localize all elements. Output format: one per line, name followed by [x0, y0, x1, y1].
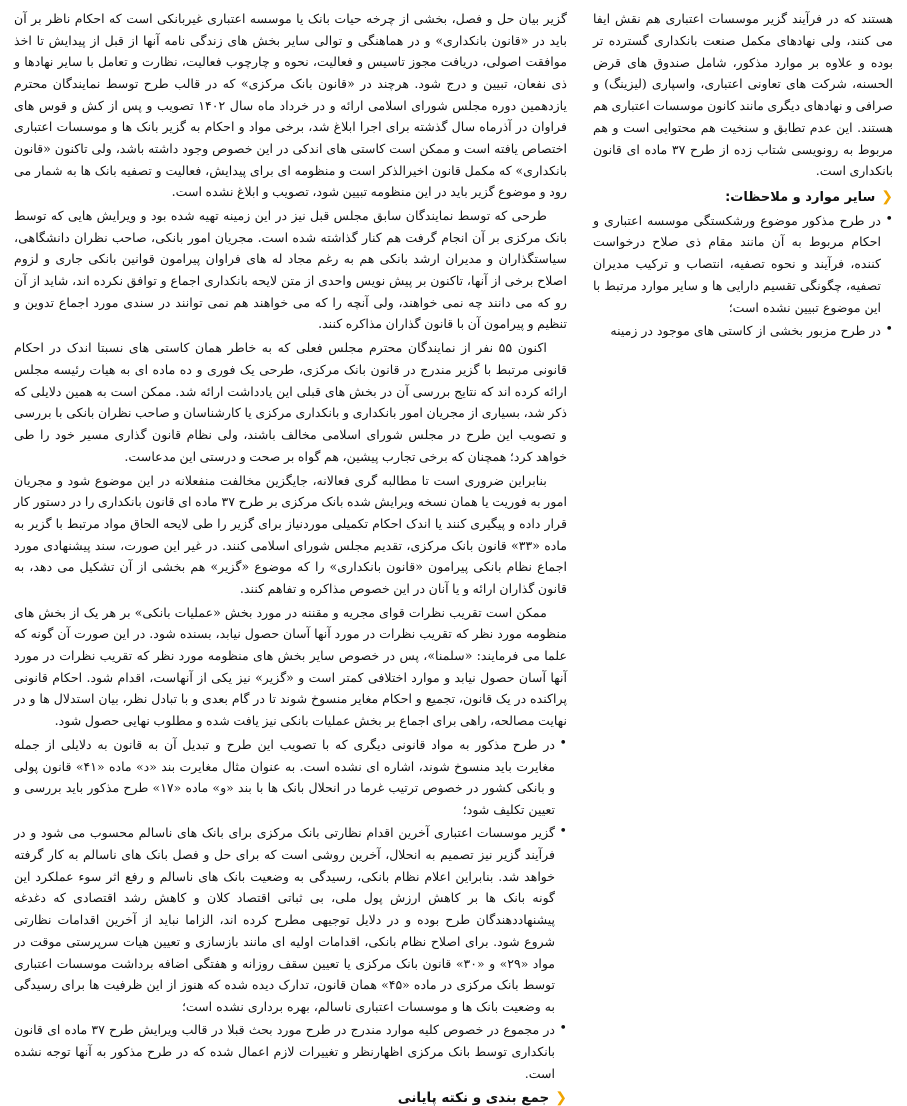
section-heading-other-matters: [593, 188, 893, 208]
left-column: [14, 8, 567, 1106]
bullet-list-additional: [14, 734, 567, 1085]
closing-heading-label: جمع بندی و نکته پایانی: [397, 1090, 550, 1106]
two-column-layout: [14, 8, 893, 1106]
arrow-left-icon: ❮: [555, 1090, 567, 1106]
paragraph: طرحی که توسط نمایندگان سابق مجلس قبل نیز در این زمینه تهیه شده بود و ویرایش هایی که توسط بانک مرکزی بر آن انجام گرفت هم کنار گذاشته شده است. مجریان امور بانکی، صاحب نظران دانشگاهی، سیاستگذاران و مدیران ارشد بانکی هم به رغم مجاد له های فراوان پیرامون قوانین بانکی جاری و لزوم اصلاح برخی از آنها، تاکنون بر پیش نویس واحدی از متن لایحه بانکداری اجماع و توافق نکرده اند، شاید از آن رو که می دانند چه نمی خواهند، ولی آنچه را که می خواهند هم نمی توانند در سندی مورد اجماع تدوین و تنظیم و پیرامون آن با قانون گذاران مذاکره کنند.: [14, 208, 567, 332]
bullet-list-other-matters: [593, 210, 893, 342]
list-item: • در طرح مذکور موضوع ورشکستگی موسسه اعتباری و احکام مربوط به آن مانند مقام ذی صلاح درخواست کننده، فرآیند و نحوه تصفیه، انتصاب و ترکیب مدیران تصفیه، چگونگی تقسیم دارایی ها و سایر موارد مرتبط با این موضوع تبیین نشده است؛: [593, 210, 893, 319]
right-column: [593, 8, 893, 1085]
paragraph: ممکن است تقریب نظرات قوای مجریه و مقننه در مورد بخش «عملیات بانکی» بر هر یک از بخش های منظومه مورد نظر که تقریب نظرات در مورد آنها آسان حصول نیابد، بسنده شود. در این صورت آن گونه که علما می فرمایند: «سلمنا»، پس در خصوص سایر بخش های منظومه مورد نظر که تقریب نظرات در مورد آنها آسان حصول نیابد و موارد اختلافی کمتر است و «گزیر» نیز یکی از آنهاست، اقدام شود. احکام قانونی پراکنده در یک قانون، تجمیع و احکام مغایر منسوخ شوند تا در گام بعدی و با تبادل نظر، بیان استدلال ها و در نهایت مصالحه، راهی برای اجماع بر بخش عملیات بانکی نیز یافت شده و مطلوب نهایی حصول شود.: [14, 604, 567, 729]
paragraph: هستند که در فرآیند گزیر موسسات اعتباری هم نقش ایفا می کنند، ولی نهادهای مکمل صنعت بانکداری گسترده تر بوده و علاوه بر موارد مذکور، شامل صندوق های قرض الحسنه، شرکت های تعاونی اعتباری، واسپاری (لیزینگ) و صرافی و نهادهای دیگری مانند کانون موسسات اعتباری هم هستند. این عدم تطابق و سنخیت هم محتوایی است و هم مربوط به رونویسی شتاب زده از طرح ۳۷ ماده ای قانون بانکداری است.: [593, 11, 893, 179]
paragraph: گزیر بیان حل و فصل، بخشی از چرخه حیات بانک یا موسسه اعتباری غیربانکی است که احکام ناظر بر آن باید در «قانون بانکداری» و در هماهنگی و توالی سایر بخش های زندگی نامه آنها از قبل از پیدایش تا اخذ موافقت اصولی، دریافت مجوز تاسیس و فعالیت، نحوه و چارچوب فعالیت، نظارت و تعامل با سایر نهادها و ذی نفعان، تبیین و درج شود. هرچند در «قانون بانک مرکزی» که در قالب طرح توسط نمایندگان محترم یازدهمین دوره مجلس شورای اسلامی ارائه و در خرداد ماه سال ۱۴۰۲ تصویب و پس از کش و قوس های فراوان در آذرماه سال گذشته برای اجرا ابلاغ شد، برخی مواد و احکام به گزیر بانک ها و موسسات اعتباری اختصاص یافته است و ممکن است کاستی های اندکی در این خصوص وجود داشته باشد، ولی تاکنون «قانون بانکداری» که مکمل قانون اخیرالذکر است و منظومه ای برای پیدایش، فعالیت و تصفیه بانک ها به شمار می رود و موضوع گزیر باید در این منظومه تبیین شود، تصویب و ابلاغ نشده است.: [14, 11, 567, 200]
section-heading-label: سایر موارد و ملاحظات:: [725, 190, 876, 205]
list-item: • در طرح مذکور به مواد قانونی دیگری که با تصویب این طرح و تبدیل آن به قانون به دلایلی از جمله مغایرت باید منسوخ شوند، اشاره ای نشده است. به عنوان مثال مغایرت بند «د» ماده «۴۱» قانون پولی و بانکی کشور در خصوص ترتیب غرما در انحلال بانک ها با بند «و» ماده «۱۷» طرح مذکور باید بررسی و تعیین تکلیف شود؛: [14, 734, 567, 821]
list-item: • در طرح مزبور بخشی از کاستی های موجود در زمینه: [593, 320, 893, 342]
paragraph: بنابراین ضروری است تا مطالبه گری فعالانه، جایگزین مخالفت منفعلانه در این موضوع شود و مجریان امور به فوریت یا همان نسخه ویرایش شده بانک مرکزی بر طرح ۳۷ ماده ای قانون بانکداری را در دستور کار قرار داده و پیگیری کنند یا اندک احکام تکمیلی موردنیاز برای گزیر را طی لایحه الحاق مواد مرتبط با گزیر به ماده «۳۳» قانون بانک مرکزی، تقدیم مجلس شورای اسلامی کنند. در غیر این صورت، سند پیشنهادی مورد اجماع نظام بانکی پیرامون «قانون بانکداری» را که موضوع «گزیر» هم بخشی از آن تشکیل می دهد، به قانون گذاران ارائه و یا آنان در این خصوص مذاکره و تفاهم کنند.: [14, 472, 567, 596]
list-item: • در مجموع در خصوص کلیه موارد مندرج در طرح مورد بحث قبلا در قالب ویرایش طرح ۳۷ ماده ای قانون بانکداری توسط بانک مرکزی اظهارنظر و تغییرات لازم اعمال شده که در طرح مذکور به آنها توجه نشده است.: [14, 1019, 567, 1084]
arrow-left-icon: ❮: [881, 189, 893, 205]
closing-heading: [14, 1090, 567, 1106]
list-item: • گزیر موسسات اعتباری آخرین اقدام نظارتی بانک مرکزی برای بانک های ناسالم محسوب می شود و در فرآیند گزیر نیز تصمیم به انحلال، آخرین روشی است که برای حل و فصل بانک های ناسالم به کار گرفته خواهد شد. بنابراین اعلام نظام بانکی، رسیدگی به وضعیت بانک های ناسالم و رفع اثر سوء عملکرد این گونه بانک ها بر کاهش ارزش پول ملی، بی ثباتی اقتصاد کلان و کاهش رشد اقتصادی که دغدغه پیشنهاددهندگان طرح بوده و در دلایل توجیهی مطرح کرده اند، الزاما نباید از آخرین اقدامات نظارتی شروع شود. برای اصلاح نظام بانکی، اقدامات اولیه ای مانند بازسازی و تعیین هیات سرپرستی موقت در مواد «۲۹» و «۳۰» قانون بانک مرکزی یا تعیین سقف روزانه و هفتگی اضافه برداشت موسسات اعتباری توسط بانک مرکزی در ماده «۴۵» همان قانون، تدارک دیده شده که هنوز از این ظرفیت ها برای رسیدگی به وضعیت بانک ها و موسسات اعتباری ناسالم، بهره برداری نشده است؛: [14, 822, 567, 1018]
paragraph: اکنون ۵۵ نفر از نمایندگان محترم مجلس فعلی که به خاطر همان کاستی های نسبتا اندک در احکام قانونی مرتبط با گزیر مندرج در قانون بانک مرکزی، طرحی یک فوری و ده ماده ای به هیات رئیسه مجلس ارائه کرده اند که نتایج بررسی آن در بخش های قبلی این یادداشت ارائه شد. ممکن است به همین دلایلی که ذکر شد، بسیاری از مجریان امور بانکداری و بانکداری مرکزی یا کارشناسان و صاحب نظران بانکی با بررسی و تصویب این طرح در مجلس شورای اسلامی مخالف باشند، ولی نظام قانون گذاری مسیر خود را طی خواهد کرد؛ همچنان که برخی تجارب پیشین، هم گواه بر صحت و درستی این مدعاست.: [14, 340, 567, 464]
